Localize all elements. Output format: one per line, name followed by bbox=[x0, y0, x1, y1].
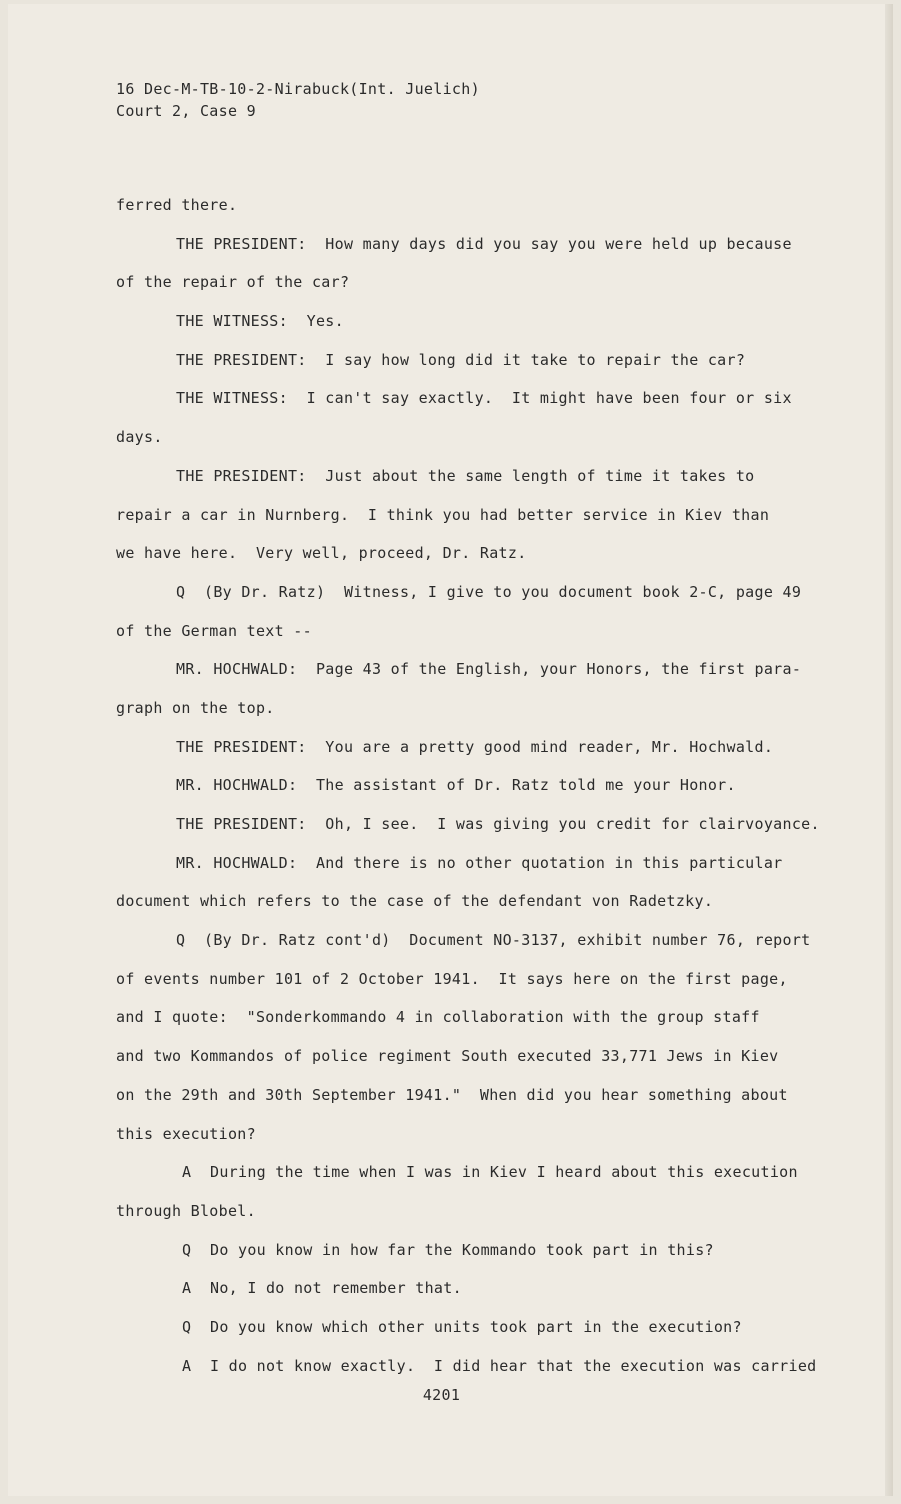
header-line-1: 16 Dec-M-TB-10-2-Nirabuck(Int. Juelich) bbox=[116, 80, 480, 98]
transcript-line: document which refers to the case of the defendant von Radetzky. bbox=[116, 892, 714, 911]
transcript-line: through Blobel. bbox=[116, 1201, 256, 1220]
transcript-line: THE PRESIDENT: Just about the same length of time it takes to bbox=[176, 466, 755, 485]
transcript-line: MR. HOCHWALD: Page 43 of the English, your Honors, the first para- bbox=[176, 660, 802, 679]
transcript-line: ferred there. bbox=[116, 196, 238, 214]
transcript-line: THE WITNESS: I can't say exactly. It might have been four or six bbox=[176, 389, 792, 408]
transcript-line: this execution? bbox=[116, 1124, 256, 1143]
transcript-line: we have here. Very well, proceed, Dr. Ratz. bbox=[116, 544, 527, 563]
transcript-line: THE PRESIDENT: I say how long did it take to repair the car? bbox=[176, 350, 746, 369]
transcript-line: of events number 101 of 2 October 1941. It says here on the first page, bbox=[116, 969, 788, 988]
transcript-line: A I do not know exactly. I did hear that the execution was carried bbox=[182, 1356, 817, 1375]
page-edge bbox=[885, 4, 893, 1496]
transcript-line: Q (By Dr. Ratz) Witness, I give to you document book 2-C, page 49 bbox=[176, 582, 802, 601]
transcript-line: and two Kommandos of police regiment South executed 33,771 Jews in Kiev bbox=[116, 1047, 779, 1066]
transcript-line: THE PRESIDENT: How many days did you say you were held up because bbox=[176, 234, 792, 253]
transcript-line: and I quote: "Sonderkommando 4 in collaboration with the group staff bbox=[116, 1008, 760, 1027]
transcript-line: Q (By Dr. Ratz cont'd) Document NO-3137, exhibit number 76, report bbox=[176, 931, 811, 950]
transcript-line: on the 29th and 30th September 1941." When did you hear something about bbox=[116, 1085, 788, 1104]
transcript-line: THE WITNESS: Yes. bbox=[176, 312, 344, 331]
transcript-line: MR. HOCHWALD: The assistant of Dr. Ratz told me your Honor. bbox=[176, 776, 736, 795]
transcript-line: THE PRESIDENT: Oh, I see. I was giving you credit for clairvoyance. bbox=[176, 815, 820, 833]
transcript-line: of the German text -- bbox=[116, 621, 312, 640]
transcript-line: graph on the top. bbox=[116, 698, 275, 717]
transcript-line: MR. HOCHWALD: And there is no other quotation in this particular bbox=[176, 853, 783, 872]
header-line-2: Court 2, Case 9 bbox=[116, 102, 256, 120]
transcript-body bbox=[116, 192, 846, 1391]
transcript-line: A During the time when I was in Kiev I heard about this execution bbox=[182, 1163, 798, 1182]
document-page bbox=[8, 4, 893, 1496]
transcript-line: days. bbox=[116, 428, 163, 447]
transcript-line: THE PRESIDENT: You are a pretty good mind reader, Mr. Hochwald. bbox=[176, 737, 774, 756]
transcript-line: A No, I do not remember that. bbox=[182, 1279, 462, 1298]
document-header bbox=[116, 78, 480, 122]
transcript-line: Q Do you know in how far the Kommando took part in this? bbox=[182, 1240, 714, 1259]
transcript-line: repair a car in Nurnberg. I think you had better service in Kiev than bbox=[116, 505, 770, 524]
transcript-line: Q Do you know which other units took part in the execution? bbox=[182, 1317, 742, 1336]
transcript-line: of the repair of the car? bbox=[116, 273, 350, 292]
page-number: 4201 bbox=[422, 1386, 461, 1404]
